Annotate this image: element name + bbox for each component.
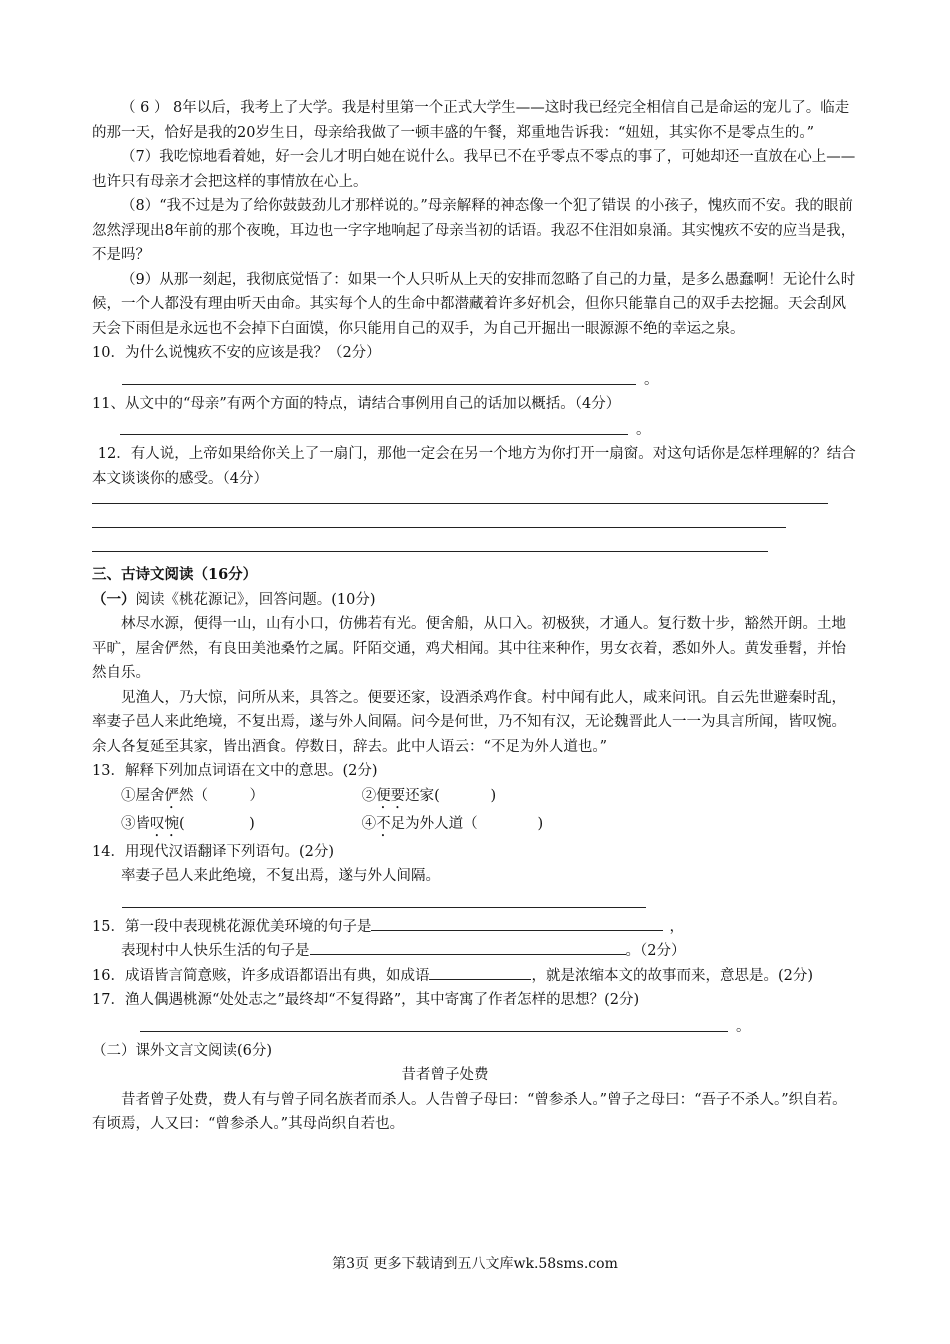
answer-blank-16[interactable] bbox=[429, 964, 531, 980]
q13-item-2-dotted: 便要 bbox=[376, 787, 406, 804]
q13-item-2 bbox=[362, 784, 497, 812]
q13-item-1-number: ① bbox=[121, 787, 136, 804]
question-14-sentence: 率妻子邑人来此绝境，不复出焉，遂与外人间隔。 bbox=[121, 868, 440, 884]
question-15-score: 。（2分） bbox=[625, 943, 686, 959]
question-10: 10．为什么说愧疚不安的应该是我？（2分） bbox=[92, 345, 381, 361]
article-paragraph-8: （8）“我不过是为了给你鼓鼓劲儿才那样说的。”母亲解释的神态像一个犯了错误 的小孩子，愧疚而不安。我的眼前忽然浮现出8年前的那个夜晚，耳边也一字字地响起了母亲当初的话语。我忍不住泪如泉涌。其实愧疚不安的应当是我，不是吗？ bbox=[92, 198, 856, 263]
question-11: 11、从文中的“母亲”有两个方面的特点，请结合事例用自己的话加以概括。（4分） bbox=[92, 395, 621, 412]
article-paragraph-9: （9）从那一刻起，我彻底觉悟了：如果一个人只听从上天的安排而忽略了自己的力量，是多么愚蠢啊！无论什么时候，一个人都没有理由听天由命。其实每个人的生命中都潜藏着许多好机会，但你只能靠自己的双手去挖掘。天会刮风天会下雨但是永远也不会掉下白面馍，你只能用自己的双手，为自己开掘出一眼源源不绝的幸运之泉。 bbox=[92, 271, 856, 337]
question-15-line-1 bbox=[92, 915, 858, 940]
section-3-heading: 三、古诗文阅读（16分） bbox=[92, 566, 258, 583]
q13-item-3-blank[interactable]: ( ) bbox=[179, 815, 255, 832]
answer-line-17[interactable] bbox=[92, 1013, 858, 1039]
period-mark: 。 bbox=[636, 422, 651, 438]
q13-item-1-text-end: 然 bbox=[179, 787, 194, 804]
q13-item-1-dotted: 俨 bbox=[164, 787, 179, 804]
q13-item-1-text: 屋舍 bbox=[135, 787, 165, 804]
q13-item-1 bbox=[121, 784, 357, 812]
article-paragraph-6: （ 6 ） 8年以后，我考上了大学。我是村里第一个正式大学生——这时我已经完全相信自己是命运的宠儿了。临走的那一天，恰好是我的20岁生日，母亲给我做了一顿丰盛的午餐，郑重地告诉我：“妞妞，其实你不是零点生的。” bbox=[92, 100, 850, 141]
question-13-row-1 bbox=[92, 784, 858, 812]
question-15-comma: ， bbox=[669, 918, 684, 935]
question-14: 14．用现代汉语翻译下列语句。(2分) bbox=[92, 843, 334, 860]
answer-line-12b[interactable] bbox=[92, 515, 858, 539]
answer-line-12a[interactable] bbox=[92, 491, 858, 515]
question-13-row-2 bbox=[92, 812, 858, 840]
q13-item-3-number: ③ bbox=[121, 815, 136, 832]
page-footer: 第3页 更多下载请到五八文库wk.58sms.com bbox=[332, 1256, 618, 1272]
part-1-instruction: 阅读《桃花源记》，回答问题。(10分) bbox=[135, 591, 376, 608]
question-12: 12．有人说，上帝如果给你关上了一扇门，那他一定会在另一个地方为你打开一扇窗。对这句话你是怎样理解的？结合本文谈谈你的感受。（4分） bbox=[92, 446, 856, 487]
answer-line-14[interactable] bbox=[92, 889, 858, 915]
part-1-label: （一） bbox=[92, 590, 136, 608]
part-2-text: 昔者曾子处费，费人有与曾子同名族者而杀人。人告曾子母曰：“曾参杀人。”曾子之母曰：“吾子不杀人。”织自若。有顷焉，人又曰：“曾参杀人。”其母尚织自若也。 bbox=[92, 1091, 847, 1132]
q13-item-2-number: ② bbox=[361, 787, 377, 804]
classical-paragraph-1: 林尽水源，便得一山，山有小口，仿佛若有光。便舍船，从口入。初极狭，才通人。复行数十步，豁然开朗。土地平旷，屋舍俨然，有良田美池桑竹之属。阡陌交通，鸡犬相闻。其中往来种作，男女衣着，悉如外人。黄发垂髫，并怡然自乐。 bbox=[92, 616, 846, 681]
q13-item-3 bbox=[121, 812, 357, 840]
q13-item-2-text: 还家( bbox=[405, 787, 440, 804]
document-page bbox=[92, 96, 858, 1137]
question-16-text-2: ，就是浓缩本文的故事而来，意思是。(2分) bbox=[531, 967, 813, 984]
answer-line-12c[interactable] bbox=[92, 539, 858, 563]
answer-line-10[interactable] bbox=[92, 366, 858, 392]
period-mark: 。 bbox=[736, 1018, 751, 1035]
q13-item-4-blank[interactable]: ) bbox=[477, 815, 544, 832]
part-2-title: 昔者曾子处费 bbox=[401, 1067, 489, 1083]
period-mark: 。 bbox=[644, 371, 659, 388]
q13-item-3-dotted: 叹惋 bbox=[150, 815, 179, 832]
q13-item-2-blank[interactable]: ) bbox=[439, 787, 497, 804]
q13-item-4 bbox=[362, 812, 544, 840]
question-17: 17．渔人偶遇桃源“处处志之”最终却“不复得路”，其中寄寓了作者怎样的思想？(2分) bbox=[92, 992, 640, 1008]
article-paragraph-7: （7）我吃惊地看着她，好一会儿才明白她在说什么。我早已不在乎零点不零点的事了，可她却还一直放在心上——也许只有母亲才会把这样的事情放在心上。 bbox=[92, 149, 856, 190]
answer-blank-15a[interactable] bbox=[371, 915, 663, 931]
answer-line-11[interactable] bbox=[92, 416, 858, 442]
part-2-label: （二）课外文言文阅读(6分) bbox=[92, 1042, 273, 1059]
question-15-line-2 bbox=[92, 939, 858, 964]
part-1-title bbox=[92, 588, 858, 613]
answer-blank-15b[interactable] bbox=[310, 939, 626, 955]
q13-item-4-number: ④ bbox=[361, 815, 377, 832]
q13-item-3-text: 皆 bbox=[135, 815, 150, 832]
question-16-text-1: 16．成语皆言简意赅，许多成语都语出有典，如成语 bbox=[92, 967, 430, 984]
question-15-text-1: 15．第一段中表现桃花源优美环境的句子是 bbox=[92, 918, 372, 935]
question-15-text-2: 表现村中人快乐生活的句子是 bbox=[121, 943, 310, 959]
classical-paragraph-2: 见渔人，乃大惊，问所从来，具答之。便要还家，设酒杀鸡作食。村中闻有此人，咸来问讯。自云先世避秦时乱，率妻子邑人来此绝境，不复出焉，遂与外人间隔。问今是何世，乃不知有汉，无论魏晋此人一一为具言所闻，皆叹惋。余人各复延至其家，皆出酒食。停数日，辞去。此中人语云：“不足为外人道也。” bbox=[92, 689, 846, 755]
question-16 bbox=[92, 964, 858, 989]
q13-item-4-text: 足为外人道（ bbox=[390, 815, 478, 832]
q13-item-4-dotted: 不 bbox=[376, 815, 391, 832]
question-13: 13．解释下列加点词语在文中的意思。(2分) bbox=[92, 763, 378, 779]
q13-item-1-blank[interactable]: （ ） bbox=[193, 787, 264, 804]
